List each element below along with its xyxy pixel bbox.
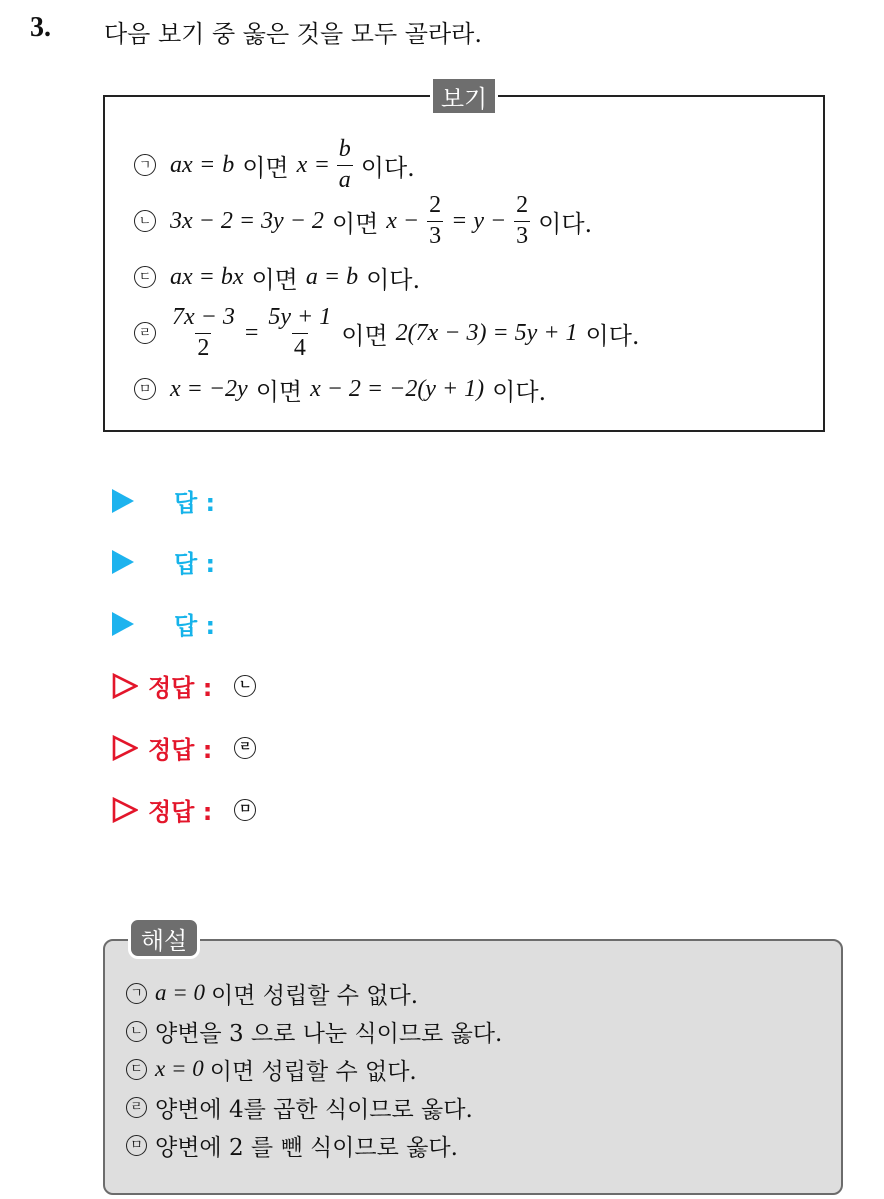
answer-row-1 (112, 483, 215, 518)
explanation-line-2 (126, 1012, 502, 1050)
circled-marker: ㄹ (134, 322, 156, 344)
fraction-denominator: 3 (516, 222, 529, 249)
connector-text: 이면 (331, 209, 379, 238)
explanation-text: 양변에 4를 곱한 식이므로 옳다. (155, 1096, 473, 1123)
math-expr: x − (386, 207, 420, 234)
correct-label: 정답 : (148, 674, 213, 702)
correct-label: 정답 : (148, 736, 213, 764)
circled-marker: ㄷ (134, 266, 156, 288)
ending-text: 이다. (492, 377, 547, 406)
math-expr: ax = bx (170, 263, 244, 290)
explanation-line-3 (126, 1050, 417, 1088)
correct-value: ㅁ (234, 799, 256, 821)
explanation-text: 양변을 3 으로 나눈 식이므로 옳다. (155, 1020, 503, 1047)
fraction-denominator: 3 (429, 222, 442, 249)
math-expr: 2(7x − 3) = 5y + 1 (395, 319, 578, 346)
triangle-bullet-icon (112, 489, 134, 513)
fraction-numerator: 2 (429, 192, 442, 219)
circled-marker: ㅁ (126, 1135, 147, 1156)
ending-text: 이다. (585, 321, 640, 350)
fraction-numerator: b (338, 136, 351, 163)
circled-marker: ㄱ (134, 154, 156, 176)
outline-triangle-icon (112, 673, 138, 699)
correct-answer-row-1 (112, 668, 262, 703)
connector-text: 이면 (255, 377, 303, 406)
math-expr: x (296, 151, 308, 178)
math-expr: x − 2 = −2(y + 1) (310, 375, 485, 402)
fraction-denominator: a (338, 166, 351, 193)
connector-text: 이면 (242, 153, 289, 182)
math-operator: = (315, 151, 329, 178)
ending-text: 이다. (538, 209, 593, 238)
fraction (427, 193, 443, 248)
explanation-text: 양변에 2 를 뺀 식이므로 옳다. (155, 1134, 458, 1161)
correct-answer-row-2 (112, 730, 262, 765)
circled-marker: ㄹ (126, 1097, 147, 1118)
correct-answer-row-3 (112, 792, 262, 827)
fraction (170, 305, 237, 360)
math-expr: 3x − 2 = 3y − 2 (170, 207, 324, 234)
triangle-bullet-icon (112, 612, 134, 636)
math-expr: a = b (305, 263, 359, 290)
explanation-text: 이면 성립할 수 없다. (211, 982, 419, 1009)
math-expr: ax (170, 151, 193, 178)
bogi-tag: 보기 (430, 76, 498, 116)
bogi-item-5 (134, 364, 546, 414)
triangle-bullet-icon (112, 550, 134, 574)
math-expr: x = 0 (155, 1056, 204, 1081)
circled-marker: ㅁ (134, 378, 156, 400)
bogi-item-2 (134, 192, 593, 249)
question-text: 다음 보기 중 옳은 것을 모두 골라라. (104, 20, 482, 48)
circled-marker: ㄷ (126, 1059, 147, 1080)
outline-triangle-icon (112, 797, 138, 823)
fraction-denominator: 2 (197, 334, 210, 361)
correct-value: ㄴ (234, 675, 256, 697)
math-operator: = (200, 151, 215, 178)
answer-label: 답 : (174, 489, 216, 517)
fraction-numerator: 5y + 1 (268, 304, 332, 331)
outline-triangle-icon (112, 735, 138, 761)
math-expr: x = −2y (170, 375, 248, 402)
math-expr: = y − (451, 207, 507, 234)
bogi-item-1 (134, 136, 415, 193)
answer-label: 답 : (174, 550, 216, 578)
math-expr: b (222, 151, 235, 178)
question-number: 3. (30, 12, 51, 43)
explanation-tag: 해설 (128, 917, 200, 959)
fraction (514, 193, 530, 248)
bogi-item-3 (134, 252, 420, 302)
math-expr: a = 0 (155, 980, 206, 1005)
explanation-line-5 (126, 1126, 458, 1164)
answer-row-3 (112, 606, 215, 641)
fraction (266, 305, 333, 360)
fraction-denominator: 4 (293, 334, 306, 361)
connector-text: 이면 (251, 265, 298, 294)
fraction (337, 137, 353, 192)
explanation-line-1 (126, 974, 418, 1012)
explanation-line-4 (126, 1088, 473, 1126)
math-operator: = (244, 319, 259, 346)
circled-marker: ㄴ (126, 1021, 147, 1042)
correct-value: ㄹ (234, 737, 256, 759)
answer-row-2 (112, 544, 215, 579)
circled-marker: ㄱ (126, 983, 147, 1004)
fraction-numerator: 2 (516, 192, 529, 219)
correct-label: 정답 : (148, 798, 213, 826)
answer-label: 답 : (174, 612, 216, 640)
circled-marker: ㄴ (134, 210, 156, 232)
explanation-text: 이면 성립할 수 없다. (209, 1058, 417, 1085)
ending-text: 이다. (366, 265, 421, 294)
ending-text: 이다. (360, 153, 415, 182)
connector-text: 이면 (341, 321, 388, 350)
fraction-numerator: 7x − 3 (172, 304, 235, 331)
bogi-item-4 (134, 304, 640, 361)
